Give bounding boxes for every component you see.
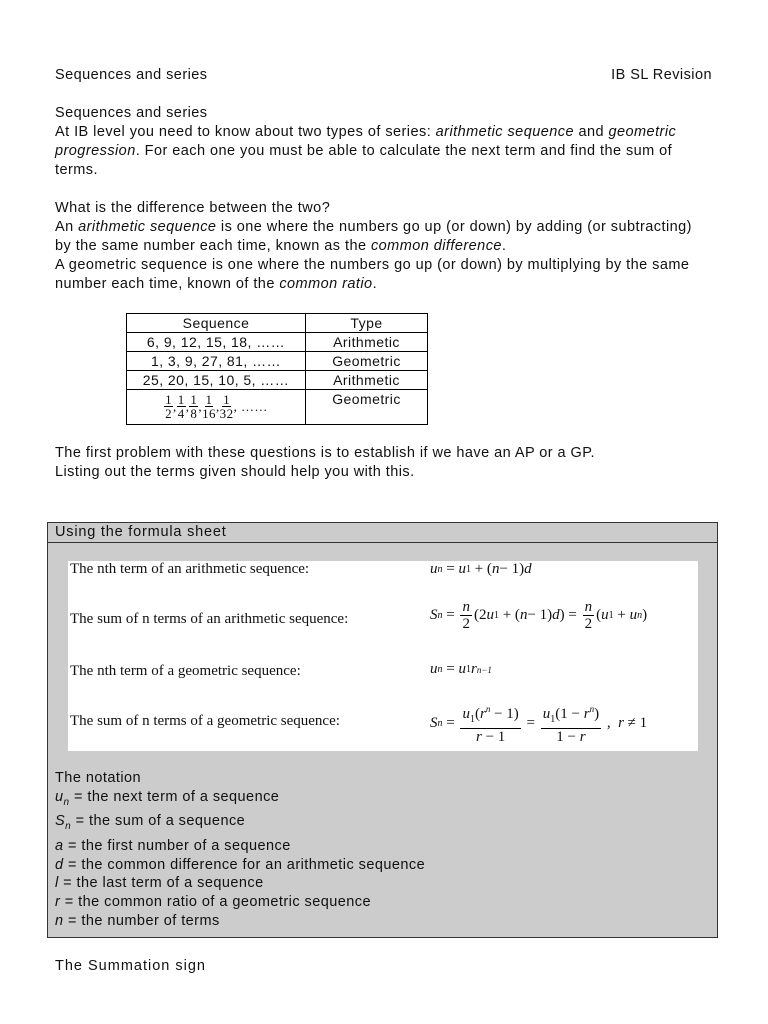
definition: = the last term of a sequence (58, 875, 264, 892)
formula-label: The nth term of a geometric sequence: (70, 663, 301, 679)
column-header: Type (306, 314, 428, 333)
emphasis: common difference (370, 238, 502, 254)
text-run: An (55, 219, 79, 235)
list-item (55, 788, 425, 813)
sum-arithmetic-formula: S n = $\frac{n}{2}$ (2 u 1 + ( n − 1) d ) = $\frac{n}{2}$ ( u 1 + u n ) (430, 599, 648, 632)
nth-term-arithmetic-formula: u n = u 1 + ( n − 1) d (430, 561, 532, 577)
fraction: 1 32 (219, 392, 234, 421)
formula-label: The sum of n terms of an arithmetic sequence: (70, 611, 349, 627)
fraction: 1 8 (190, 392, 198, 421)
geometric-definition (55, 256, 712, 294)
type-cell: Geometric (306, 390, 428, 425)
fraction: 1 2 (165, 392, 173, 421)
page-header (55, 66, 712, 85)
table-row (127, 390, 428, 425)
formula-box-title: Using the formula sheet (48, 523, 717, 543)
symbol: l (55, 875, 59, 892)
column-header: Sequence (127, 314, 306, 333)
symbol: n (55, 912, 64, 929)
subscript: n (63, 796, 70, 808)
list-item (55, 812, 425, 837)
section-title: Sequences and series (55, 105, 208, 121)
symbol: u (55, 788, 64, 805)
header-left: Sequences and series (55, 67, 208, 83)
sequence-cell: 6, 9, 12, 15, 18, …… (127, 333, 306, 352)
list-item (55, 837, 425, 856)
symbol: d (55, 856, 64, 873)
header-right: IB SL Revision (611, 67, 712, 83)
formula-sheet-image (68, 561, 698, 751)
definition: = the common difference for an arithmetic sequence (63, 856, 426, 873)
emphasis: arithmetic sequence (435, 124, 574, 140)
fraction-sequence: 1 2 , 1 4 , 1 8 , 1 16 , 1 32 , …… (165, 392, 268, 421)
list-item (55, 874, 425, 893)
definition: = the first number of a sequence (63, 837, 291, 854)
type-cell: Arithmetic (306, 333, 428, 352)
subscript: n (65, 821, 72, 833)
symbol: a (55, 837, 64, 854)
fraction: 1 16 (202, 392, 216, 421)
problem-section (55, 444, 712, 482)
notation-list (55, 769, 425, 930)
nth-term-geometric-formula: u n = u 1 r n−1 (430, 661, 492, 677)
symbol: S (55, 813, 66, 830)
table-header-row (127, 314, 428, 333)
definition: = the common ratio of a geometric sequence (60, 894, 371, 910)
text-run: . For each one you must be able to calculate the next term and find the sum of terms. (55, 143, 673, 178)
intro-paragraph (55, 123, 712, 180)
text-run: . (372, 276, 378, 292)
ellipsis: , …… (233, 398, 268, 414)
difference-question: What is the difference between the two? (55, 200, 331, 216)
definition: = the sum of a sequence (71, 813, 246, 830)
symbol: r (55, 894, 61, 910)
type-cell: Arithmetic (306, 371, 428, 390)
formula-label: The nth term of an arithmetic sequence: (70, 561, 310, 577)
emphasis: geometric progression (55, 124, 677, 159)
intro-section (55, 104, 712, 180)
list-item (55, 912, 425, 931)
definition: = the next term of a sequence (69, 788, 280, 805)
fraction: 1 4 (177, 392, 185, 421)
table-row (127, 352, 428, 371)
definition: = the number of terms (63, 912, 220, 929)
text-run: is one where the numbers go up (or down) by adding (or subtracting) by the same number each time, known as the (55, 219, 692, 254)
notation-title: The notation (55, 770, 142, 786)
list-item (55, 893, 425, 912)
table-row (127, 371, 428, 390)
text-run: A geometric sequence is one where the numbers go up (or down) by multiplying by the same number each time, known of the (55, 257, 690, 292)
text-run: At IB level you need to know about two types of series: (55, 124, 436, 140)
sequence-cell: 25, 20, 15, 10, 5, …… (127, 371, 306, 390)
emphasis: arithmetic sequence (78, 219, 217, 235)
sequence-cell (127, 390, 306, 425)
list-item (55, 856, 425, 875)
table-row (127, 333, 428, 352)
emphasis: common ratio (279, 276, 373, 292)
summation-heading: The Summation sign (55, 958, 206, 974)
sum-geometric-formula: S n = $\frac{u_1(r^n - 1)}{r - 1}$ = $\frac{u_1(1 - r^n)}{1 - r}$ , r ≠ 1 (430, 701, 647, 745)
text-run: and (573, 124, 609, 140)
arithmetic-definition (55, 218, 712, 256)
sequence-table (126, 313, 428, 425)
document-page (55, 66, 712, 482)
difference-section (55, 199, 712, 294)
type-cell: Geometric (306, 352, 428, 371)
formula-sheet-box (47, 522, 718, 938)
text-run: . (501, 238, 507, 254)
formula-label: The sum of n terms of a geometric sequence: (70, 713, 340, 729)
problem-line: The first problem with these questions is to establish if we have an AP or a GP. (55, 445, 596, 461)
sequence-cell: 1, 3, 9, 27, 81, …… (127, 352, 306, 371)
problem-line: Listing out the terms given should help you with this. (55, 464, 415, 480)
